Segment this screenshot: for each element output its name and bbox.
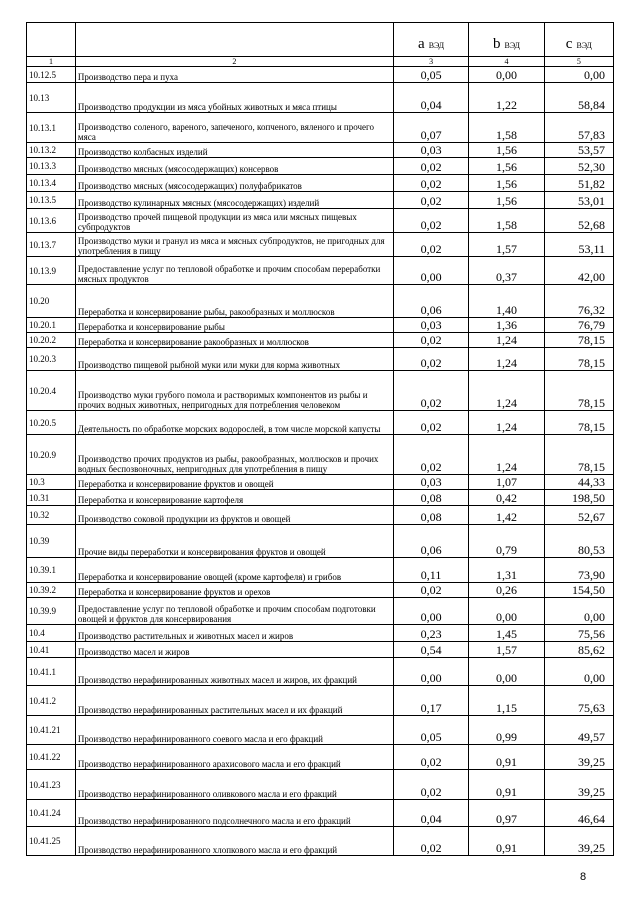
row-name: Предоставление услуг по тепловой обработке и прочим способам подготовки овощей и фруктов для консервирования: [75, 598, 393, 625]
row-code: 10.13.1: [27, 113, 76, 143]
row-code: 10.13.2: [27, 143, 76, 158]
table-row: [27, 827, 614, 856]
column-number: 3: [393, 57, 468, 67]
row-b-value: 0,91: [469, 770, 544, 800]
row-a-value: 0,02: [393, 435, 468, 475]
table-row: [27, 716, 614, 745]
row-name: Производство нерафинированного хлопкового масла и его фракций: [75, 827, 393, 856]
row-b-value: 0,00: [469, 598, 544, 625]
row-b-value: 1,57: [469, 233, 544, 257]
column-number: 5: [544, 57, 613, 67]
row-c-value: 39,25: [544, 745, 613, 770]
table-row: [27, 257, 614, 285]
row-b-value: 1,24: [469, 435, 544, 475]
table-row: [27, 642, 614, 658]
row-b-value: 1,24: [469, 348, 544, 371]
row-name: Производство прочих продуктов из рыбы, ракообразных, моллюсков и прочих водных беспозвоночных, непригодных для употребления в пищу: [75, 435, 393, 475]
row-code: 10.20.1: [27, 318, 76, 333]
row-name: Производство мясных (мясосодержащих) консервов: [75, 158, 393, 175]
row-b-value: 1,58: [469, 113, 544, 143]
row-b-value: 0,26: [469, 583, 544, 598]
row-code: 10.20.5: [27, 411, 76, 435]
column-number: 4: [469, 57, 544, 67]
table-row: [27, 558, 614, 583]
row-c-value: 73,90: [544, 558, 613, 583]
table-row: [27, 770, 614, 800]
table-row: [27, 525, 614, 558]
row-name: Прочие виды переработки и консервирования фруктов и овощей: [75, 525, 393, 558]
table-row: [27, 175, 614, 192]
row-b-value: 0,00: [469, 67, 544, 83]
row-c-value: 57,83: [544, 113, 613, 143]
table-row: [27, 158, 614, 175]
row-c-value: 78,15: [544, 435, 613, 475]
row-c-value: 76,79: [544, 318, 613, 333]
row-name: Переработка и консервирование ракообразных и моллюсков: [75, 333, 393, 348]
row-code: 10.20.4: [27, 371, 76, 411]
table-row: [27, 113, 614, 143]
row-code: 10.41.1: [27, 658, 76, 686]
row-b-value: 1,24: [469, 333, 544, 348]
row-name: Производство соленого, вареного, запеченого, копченого, вяленого и прочего мяса: [75, 113, 393, 143]
row-c-value: 78,15: [544, 333, 613, 348]
row-name: Производство масел и жиров: [75, 642, 393, 658]
row-code: 10.3: [27, 475, 76, 490]
table-body: [27, 67, 614, 856]
row-code: 10.4: [27, 625, 76, 642]
row-name: Производство нерафинированного оливкового масла и его фракций: [75, 770, 393, 800]
row-name: Производство кулинарных мясных (мясосодержащих) изделий: [75, 192, 393, 209]
row-name: Предоставление услуг по тепловой обработке и прочим способам переработки мясных продуктов: [75, 257, 393, 285]
table-row: [27, 67, 614, 83]
row-c-value: 53,11: [544, 233, 613, 257]
row-c-value: 39,25: [544, 770, 613, 800]
row-a-value: 0,02: [393, 175, 468, 192]
row-a-value: 0,02: [393, 348, 468, 371]
row-c-value: 78,15: [544, 371, 613, 411]
table-row: [27, 318, 614, 333]
table-row: [27, 475, 614, 490]
row-name: Производство соковой продукции из фруктов и овощей: [75, 506, 393, 525]
row-code: 10.41.2: [27, 686, 76, 716]
row-c-value: 154,50: [544, 583, 613, 598]
row-b-value: 1,31: [469, 558, 544, 583]
row-b-value: 0,00: [469, 658, 544, 686]
row-b-value: 1,45: [469, 625, 544, 642]
table-row: [27, 658, 614, 686]
row-b-value: 1,24: [469, 411, 544, 435]
row-code: 10.20: [27, 285, 76, 318]
row-a-value: 0,06: [393, 285, 468, 318]
row-name: Производство нерафинированного подсолнечного масла и его фракций: [75, 800, 393, 827]
row-a-value: 0,06: [393, 525, 468, 558]
row-a-value: 0,23: [393, 625, 468, 642]
row-c-value: 44,33: [544, 475, 613, 490]
row-b-value: 1,24: [469, 371, 544, 411]
row-name: Производство растительных и животных масел и жиров: [75, 625, 393, 642]
row-name: Переработка и консервирование рыбы, ракообразных и моллюсков: [75, 285, 393, 318]
row-c-value: 58,84: [544, 83, 613, 113]
row-c-value: 39,25: [544, 827, 613, 856]
row-c-value: 78,15: [544, 411, 613, 435]
table-row: [27, 233, 614, 257]
row-c-value: 52,68: [544, 209, 613, 233]
row-code: 10.13.9: [27, 257, 76, 285]
row-a-value: 0,02: [393, 371, 468, 411]
row-name: Производство прочей пищевой продукции из мяса или мясных пищевых субпродуктов: [75, 209, 393, 233]
row-name: Переработка и консервирование фруктов и орехов: [75, 583, 393, 598]
table-row: [27, 192, 614, 209]
table-row: [27, 371, 614, 411]
header-name: [75, 23, 393, 57]
row-a-value: 0,02: [393, 209, 468, 233]
row-a-value: 0,08: [393, 506, 468, 525]
row-name: Производство колбасных изделий: [75, 143, 393, 158]
row-code: 10.20.9: [27, 435, 76, 475]
row-c-value: 52,67: [544, 506, 613, 525]
table-row: [27, 800, 614, 827]
table-row: [27, 411, 614, 435]
row-a-value: 0,03: [393, 475, 468, 490]
row-name: Переработка и консервирование рыбы: [75, 318, 393, 333]
row-name: Производство мясных (мясосодержащих) полуфабрикатов: [75, 175, 393, 192]
row-b-value: 1,56: [469, 143, 544, 158]
row-name: Производство пера и пуха: [75, 67, 393, 83]
row-b-value: 1,56: [469, 192, 544, 209]
row-name: Деятельность по обработке морских водорослей, в том числе морской капусты: [75, 411, 393, 435]
row-b-value: 1,42: [469, 506, 544, 525]
row-b-value: 1,56: [469, 158, 544, 175]
row-code: 10.41.25: [27, 827, 76, 856]
row-code: 10.39.9: [27, 598, 76, 625]
row-a-value: 0,02: [393, 745, 468, 770]
table-row: [27, 348, 614, 371]
row-c-value: 53,01: [544, 192, 613, 209]
row-code: 10.13.4: [27, 175, 76, 192]
row-name: Производство продукции из мяса убойных животных и мяса птицы: [75, 83, 393, 113]
row-a-value: 0,00: [393, 658, 468, 686]
row-a-value: 0,05: [393, 716, 468, 745]
row-c-value: 0,00: [544, 67, 613, 83]
table-row: [27, 625, 614, 642]
row-a-value: 0,54: [393, 642, 468, 658]
table-row: [27, 285, 614, 318]
row-a-value: 0,00: [393, 257, 468, 285]
row-code: 10.41.22: [27, 745, 76, 770]
row-c-value: 51,82: [544, 175, 613, 192]
row-a-value: 0,04: [393, 800, 468, 827]
row-code: 10.13.3: [27, 158, 76, 175]
row-b-value: 1,57: [469, 642, 544, 658]
row-b-value: 1,07: [469, 475, 544, 490]
row-c-value: 75,56: [544, 625, 613, 642]
row-a-value: 0,02: [393, 827, 468, 856]
coefficients-table: [26, 22, 614, 856]
row-name: Производство муки грубого помола и растворимых компонентов из рыбы и прочих водных животных, непригодных для потребления человеком: [75, 371, 393, 411]
row-code: 10.13.6: [27, 209, 76, 233]
row-c-value: 80,53: [544, 525, 613, 558]
row-code: 10.12.5: [27, 67, 76, 83]
row-b-value: 1,36: [469, 318, 544, 333]
row-c-value: 76,32: [544, 285, 613, 318]
row-a-value: 0,02: [393, 233, 468, 257]
column-numbering-row: [27, 57, 614, 67]
row-a-value: 0,02: [393, 192, 468, 209]
row-a-value: 0,11: [393, 558, 468, 583]
row-c-value: 85,62: [544, 642, 613, 658]
table-row: [27, 745, 614, 770]
row-b-value: 0,42: [469, 490, 544, 506]
table-row: [27, 686, 614, 716]
row-a-value: 0,02: [393, 333, 468, 348]
row-code: 10.39: [27, 525, 76, 558]
header-b: b ВЭД: [469, 23, 544, 57]
row-code: 10.31: [27, 490, 76, 506]
page-number: 8: [580, 871, 587, 883]
table-row: [27, 490, 614, 506]
row-name: Производство нерафинированных растительных масел и их фракций: [75, 686, 393, 716]
header-code: [27, 23, 76, 57]
header-row: [27, 23, 614, 57]
table-row: [27, 435, 614, 475]
row-code: 10.41.23: [27, 770, 76, 800]
row-c-value: 42,00: [544, 257, 613, 285]
table-row: [27, 333, 614, 348]
table-row: [27, 209, 614, 233]
row-name: Переработка и консервирование овощей (кроме картофеля) и грибов: [75, 558, 393, 583]
row-b-value: 1,56: [469, 175, 544, 192]
row-a-value: 0,02: [393, 583, 468, 598]
column-number: 1: [27, 57, 76, 67]
row-a-value: 0,04: [393, 83, 468, 113]
row-b-value: 1,15: [469, 686, 544, 716]
row-name: Производство нерафинированных животных масел и жиров, их фракций: [75, 658, 393, 686]
row-code: 10.13.5: [27, 192, 76, 209]
header-a: a ВЭД: [393, 23, 468, 57]
row-code: 10.32: [27, 506, 76, 525]
row-b-value: 1,22: [469, 83, 544, 113]
row-c-value: 52,30: [544, 158, 613, 175]
row-a-value: 0,02: [393, 770, 468, 800]
row-a-value: 0,02: [393, 411, 468, 435]
table-row: [27, 143, 614, 158]
row-code: 10.41.24: [27, 800, 76, 827]
row-c-value: 0,00: [544, 658, 613, 686]
row-code: 10.41: [27, 642, 76, 658]
row-b-value: 1,58: [469, 209, 544, 233]
row-a-value: 0,17: [393, 686, 468, 716]
table-row: [27, 506, 614, 525]
row-c-value: 75,63: [544, 686, 613, 716]
row-a-value: 0,08: [393, 490, 468, 506]
row-name: Производство муки и гранул из мяса и мясных субпродуктов, не пригодных для употребления в пищу: [75, 233, 393, 257]
row-code: 10.39.2: [27, 583, 76, 598]
row-code: 10.13: [27, 83, 76, 113]
row-a-value: 0,03: [393, 143, 468, 158]
row-b-value: 0,99: [469, 716, 544, 745]
row-a-value: 0,07: [393, 113, 468, 143]
row-b-value: 1,40: [469, 285, 544, 318]
row-name: Переработка и консервирование фруктов и овощей: [75, 475, 393, 490]
row-b-value: 0,91: [469, 745, 544, 770]
table-row: [27, 83, 614, 113]
row-b-value: 0,37: [469, 257, 544, 285]
row-a-value: 0,05: [393, 67, 468, 83]
column-number: 2: [75, 57, 393, 67]
row-code: 10.20.3: [27, 348, 76, 371]
row-c-value: 49,57: [544, 716, 613, 745]
row-a-value: 0,03: [393, 318, 468, 333]
row-c-value: 46,64: [544, 800, 613, 827]
row-b-value: 0,79: [469, 525, 544, 558]
row-code: 10.20.2: [27, 333, 76, 348]
table-row: [27, 583, 614, 598]
table-row: [27, 598, 614, 625]
row-c-value: 53,57: [544, 143, 613, 158]
row-code: 10.41.21: [27, 716, 76, 745]
row-c-value: 78,15: [544, 348, 613, 371]
row-c-value: 0,00: [544, 598, 613, 625]
header-c: c ВЭД: [544, 23, 613, 57]
row-c-value: 198,50: [544, 490, 613, 506]
row-b-value: 0,91: [469, 827, 544, 856]
row-b-value: 0,97: [469, 800, 544, 827]
row-code: 10.39.1: [27, 558, 76, 583]
row-code: 10.13.7: [27, 233, 76, 257]
row-name: Производство пищевой рыбной муки или муки для корма животных: [75, 348, 393, 371]
row-name: Переработка и консервирование картофеля: [75, 490, 393, 506]
row-a-value: 0,02: [393, 158, 468, 175]
row-a-value: 0,00: [393, 598, 468, 625]
row-name: Производство нерафинированного соевого масла и его фракций: [75, 716, 393, 745]
row-name: Производство нерафинированного арахисового масла и его фракций: [75, 745, 393, 770]
